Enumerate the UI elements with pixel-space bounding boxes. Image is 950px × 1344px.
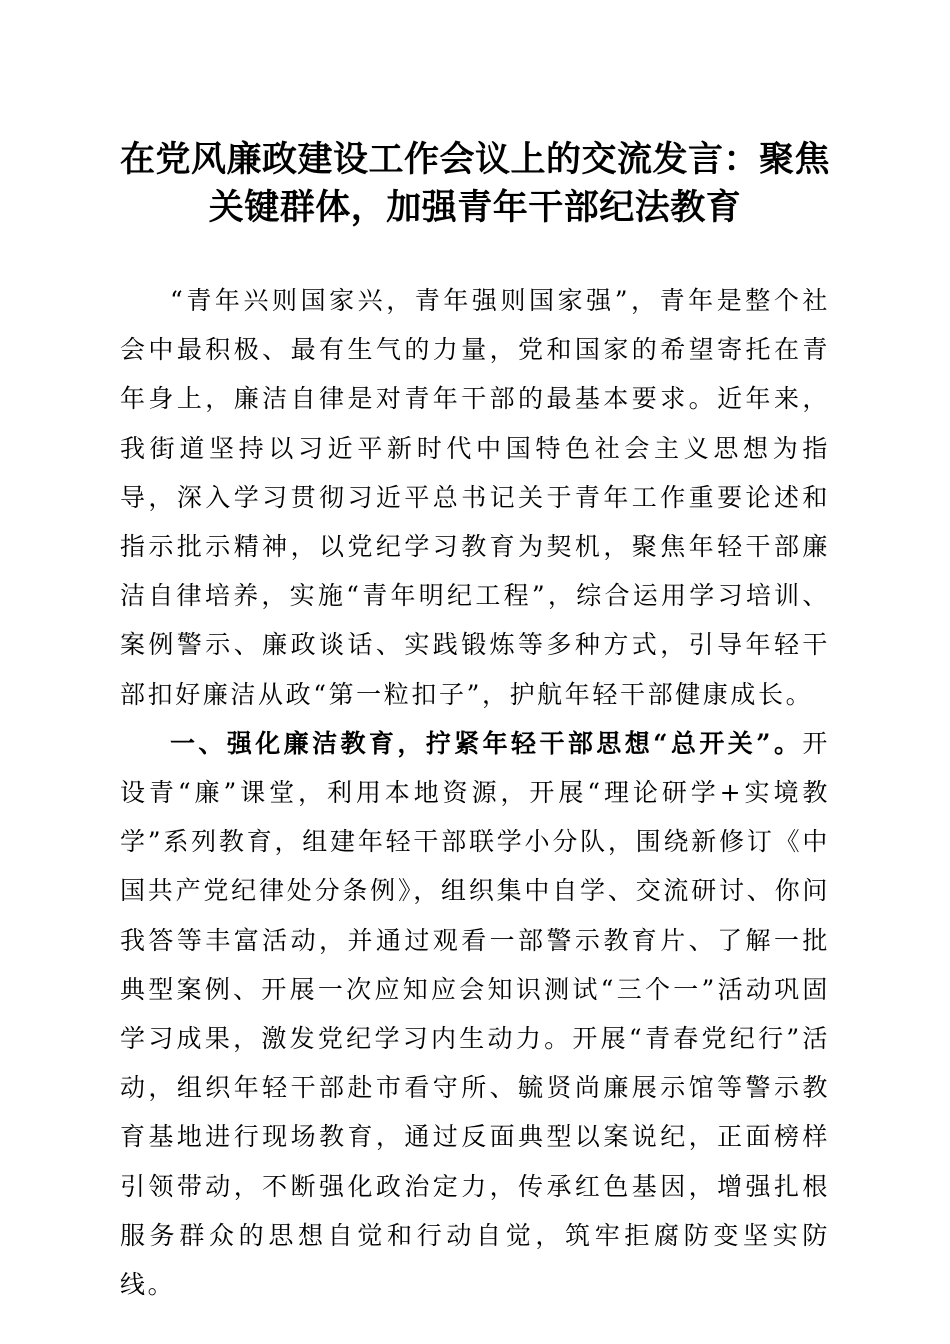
- title-line-1: 在党风廉政建设工作会议上的交流发言：聚焦: [119, 139, 830, 180]
- section-one-paragraph: [120, 719, 830, 1309]
- document-body: [120, 276, 830, 1309]
- title-line-2: 关键群体，加强青年干部纪法教育: [208, 187, 742, 228]
- intro-paragraph-text: “青年兴则国家兴，青年强则国家强”，青年是整个社会中最积极、最有生气的力量，党和国家的希望寄托在青年身上，廉洁自律是对青年干部的最基本要求。近年来，我街道坚持以习近平新时代中国特色社会主义思想为指导，深入学习贯彻习近平总书记关于青年工作重要论述和指示批示精神，以党纪学习教育为契机，聚焦年轻干部廉洁自律培养，实施“青年明纪工程”，综合运用学习培训、案例警示、廉政谈话、实践锻炼等多种方式，引导年轻干部扣好廉洁从政“第一粒扣子”，护航年轻干部健康成长。: [120, 286, 830, 709]
- section-one-text: 开设青“廉”课堂，利用本地资源，开展“理论研学+实境教学”系列教育，组建年轻干部联学小分队，围绕新修订《中国共产党纪律处分条例》，组织集中自学、交流研讨、你问我答等丰富活动，并通过观看一部警示教育片、了解一批典型案例、开展一次应知应会知识测试“三个一”活动巩固学习成果，激发党纪学习内生动力。开展“青春党纪行”活动，组织年轻干部赴市看守所、毓贤尚廉展示馆等警示教育基地进行现场教育，通过反面典型以案说纪，正面榜样引领带动，不断强化政治定力，传承红色基因，增强扎根服务群众的思想自觉和行动自觉，筑牢拒腐防变坚实防线。: [120, 728, 830, 1300]
- intro-paragraph: [120, 276, 830, 719]
- document-title: [100, 136, 850, 232]
- section-one-heading: 一、强化廉洁教育，拧紧年轻干部思想“总开关”。: [170, 728, 803, 758]
